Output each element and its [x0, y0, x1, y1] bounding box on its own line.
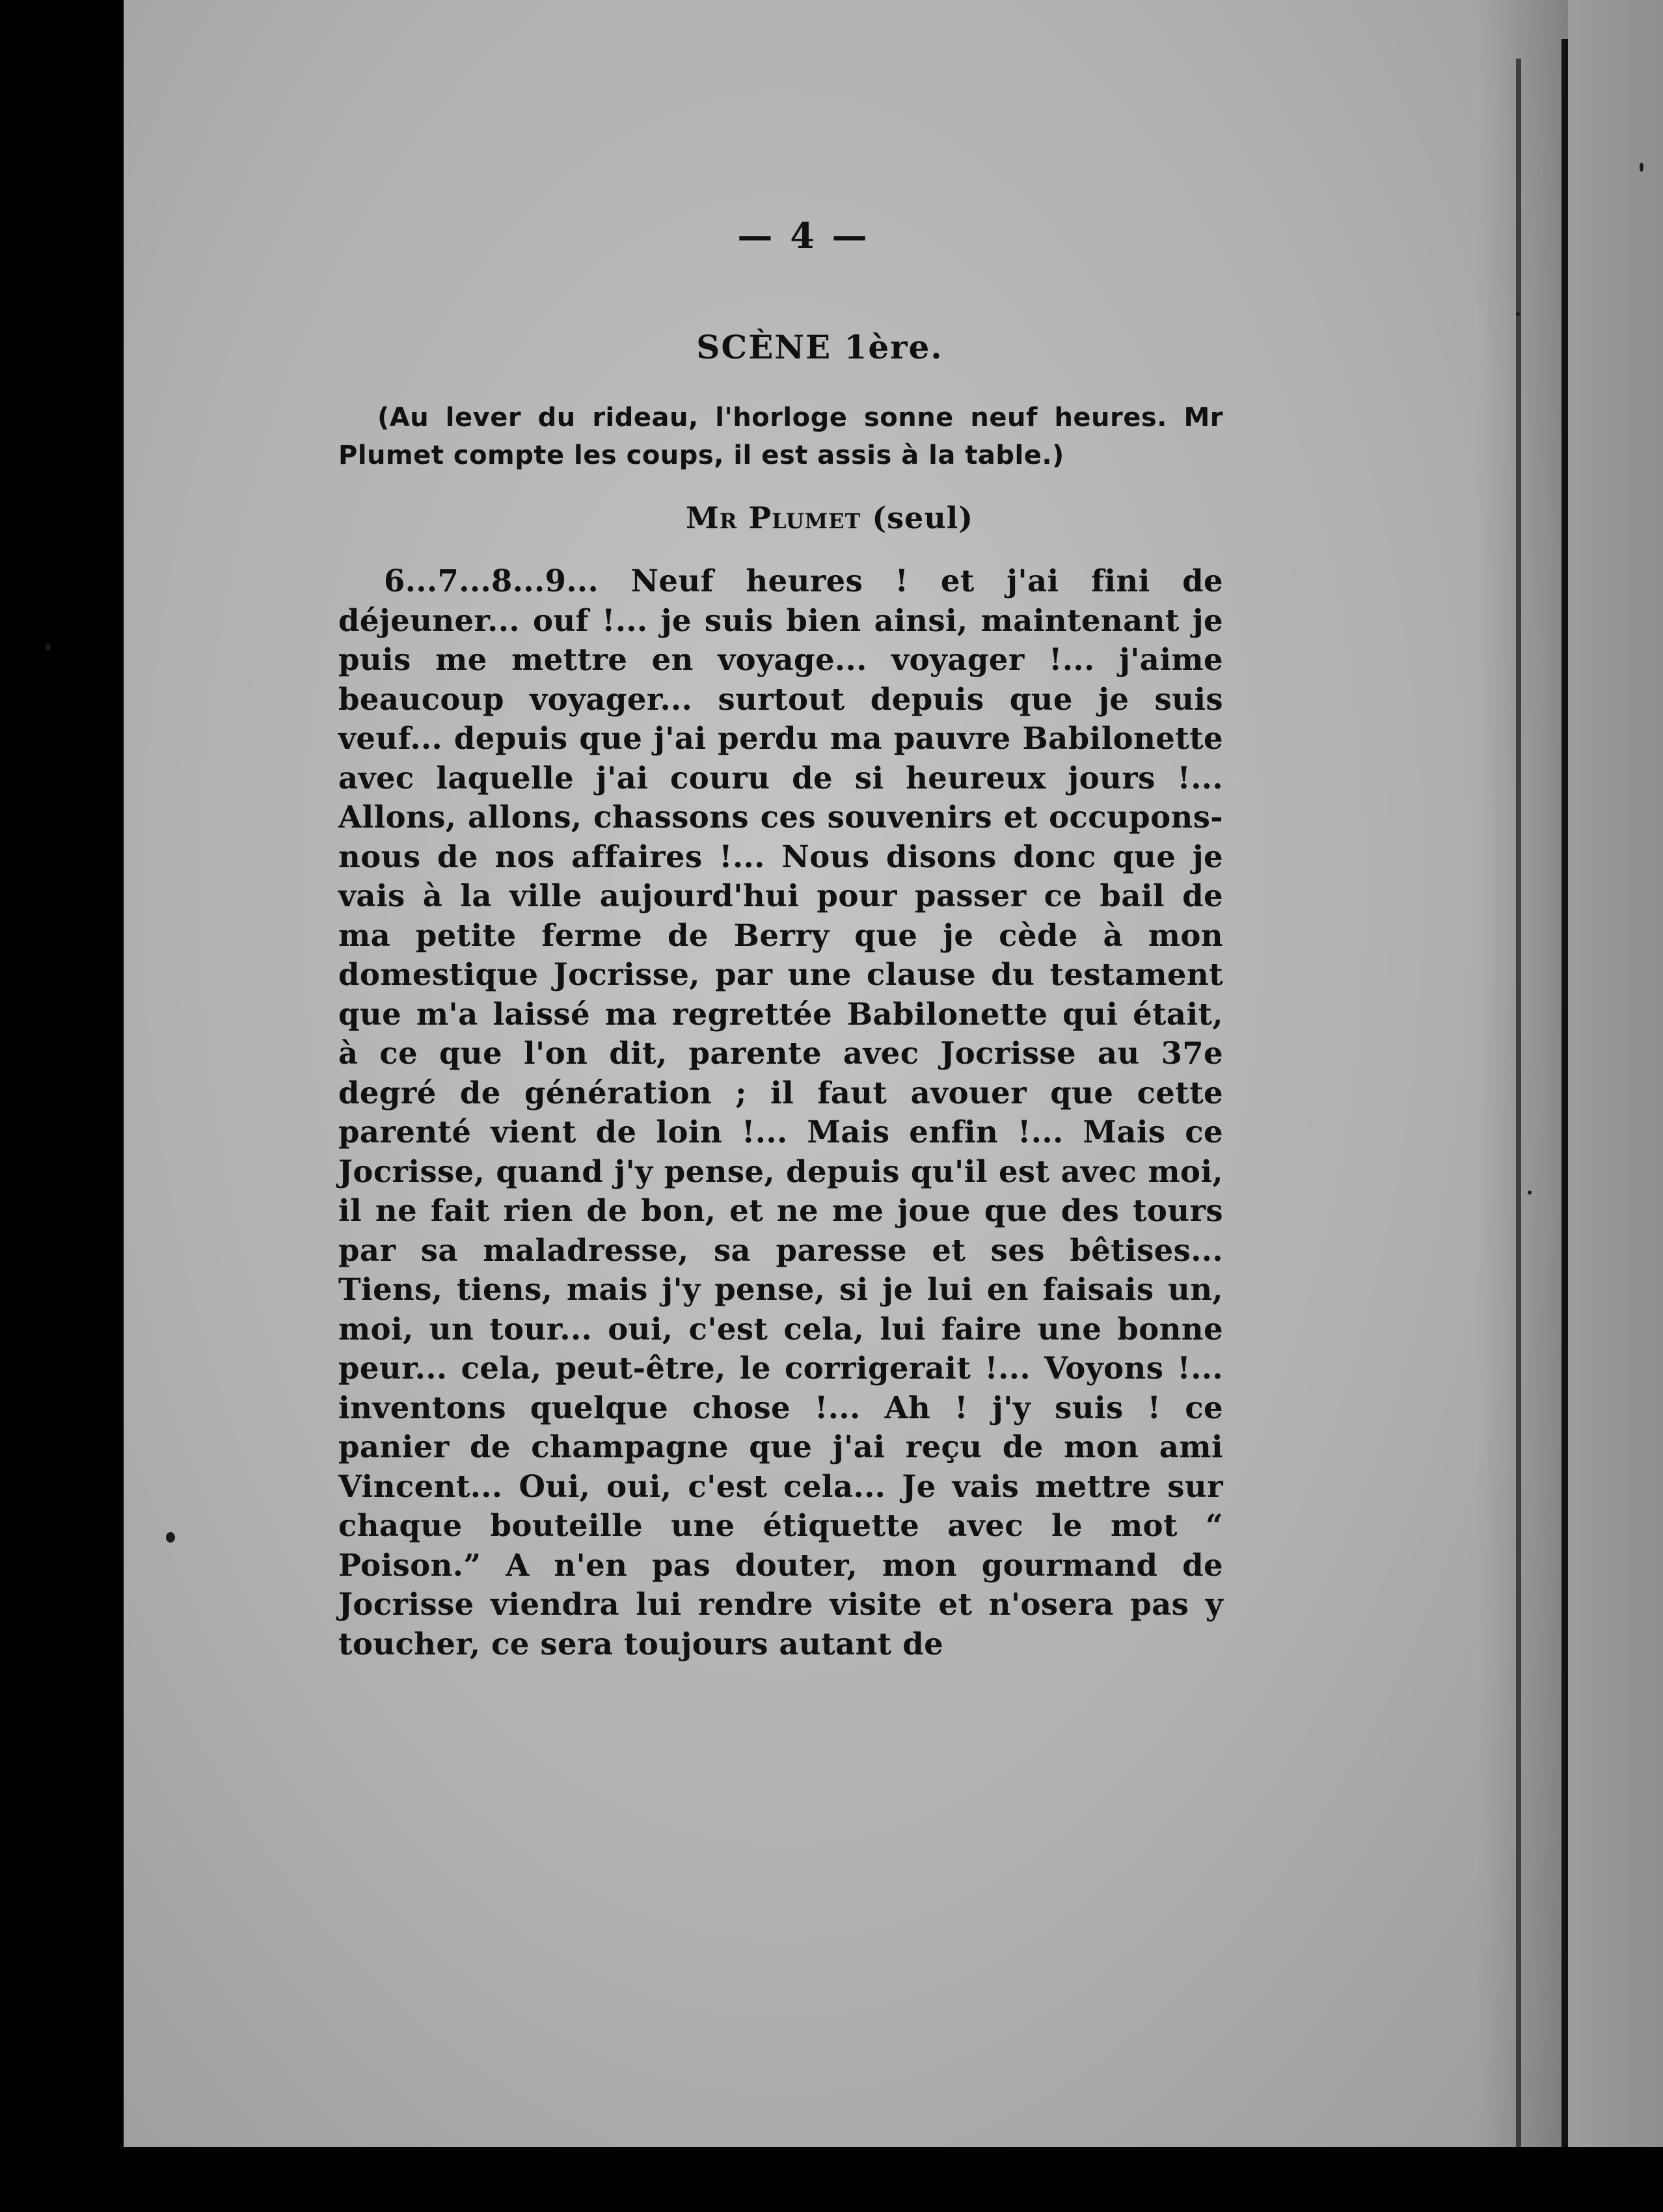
speaker-heading: [436, 500, 1223, 535]
speaker-note: (seul): [872, 500, 974, 535]
speaker-name: Mr Plumet: [685, 500, 861, 535]
scan-border: [0, 2147, 1663, 2212]
monologue-text: 6...7...8...9... Neuf heures ! et j'ai fini de déjeuner... ouf !... je suis bien ainsi, maintenant je puis me mettre en voyage... voyager !... j'aime beaucoup voyager... surtout depuis que je suis veuf... depuis que j'ai perdu ma pauvre Babilonette avec laquelle j'ai couru de si heureux jours !... Allons, allons, chassons ces souvenirs et occupons-nous de nos affaires !... Nous disons donc que je vais à la ville aujourd'hui pour passer ce bail de ma petite ferme de Berry que je cède à mon domestique Jocrisse, par une clause du testament que m'a laissé ma regrettée Babilonette qui était, à ce que l'on dit, parente avec Jocrisse au 37e degré de génération ; il faut avouer que cette parenté vient de loin !... Mais enfin !... Mais ce Jocrisse, quand j'y pense, depuis qu'il est avec moi, il ne fait rien de bon, et ne me joue que des tours par sa maladresse, sa paresse et ses bêtises... Tiens, tiens, mais j'y pense, si je lui en faisais un, moi, un tour... oui, c'est cela, lui faire une bonne peur... cela, peut-être, le corrigerait !... Voyons !... inventons quelque chose !... Ah ! j'y suis ! ce panier de champagne que j'ai reçu de mon ami Vincent... Oui, oui, c'est cela... Je vais mettre sur chaque bouteille une étiquette avec le mot “ Poison.” A n'en pas douter, mon gourmand de Jocrisse viendra lui rendre visite et n'osera pas y toucher, ce sera toujours autant de: [338, 563, 1223, 1662]
ink-speck: [1528, 1191, 1532, 1194]
ink-speck: [1516, 312, 1520, 316]
page-text: [338, 215, 1223, 1664]
scene-title: SCÈNE 1ère.: [696, 328, 943, 366]
stage-direction: (Au lever du rideau, l'horloge sonne neuf heures. Mr Plumet compte les coups, il est assis à la table.): [338, 403, 1223, 470]
page-number: — 4 —: [737, 215, 870, 256]
facing-page-strip: [1568, 0, 1663, 2212]
ink-speck: [46, 644, 51, 651]
page-edge: [1516, 59, 1521, 2173]
ink-speck: [1640, 163, 1643, 172]
ink-speck: [166, 1532, 175, 1543]
binding-fold: [1562, 39, 1568, 2212]
